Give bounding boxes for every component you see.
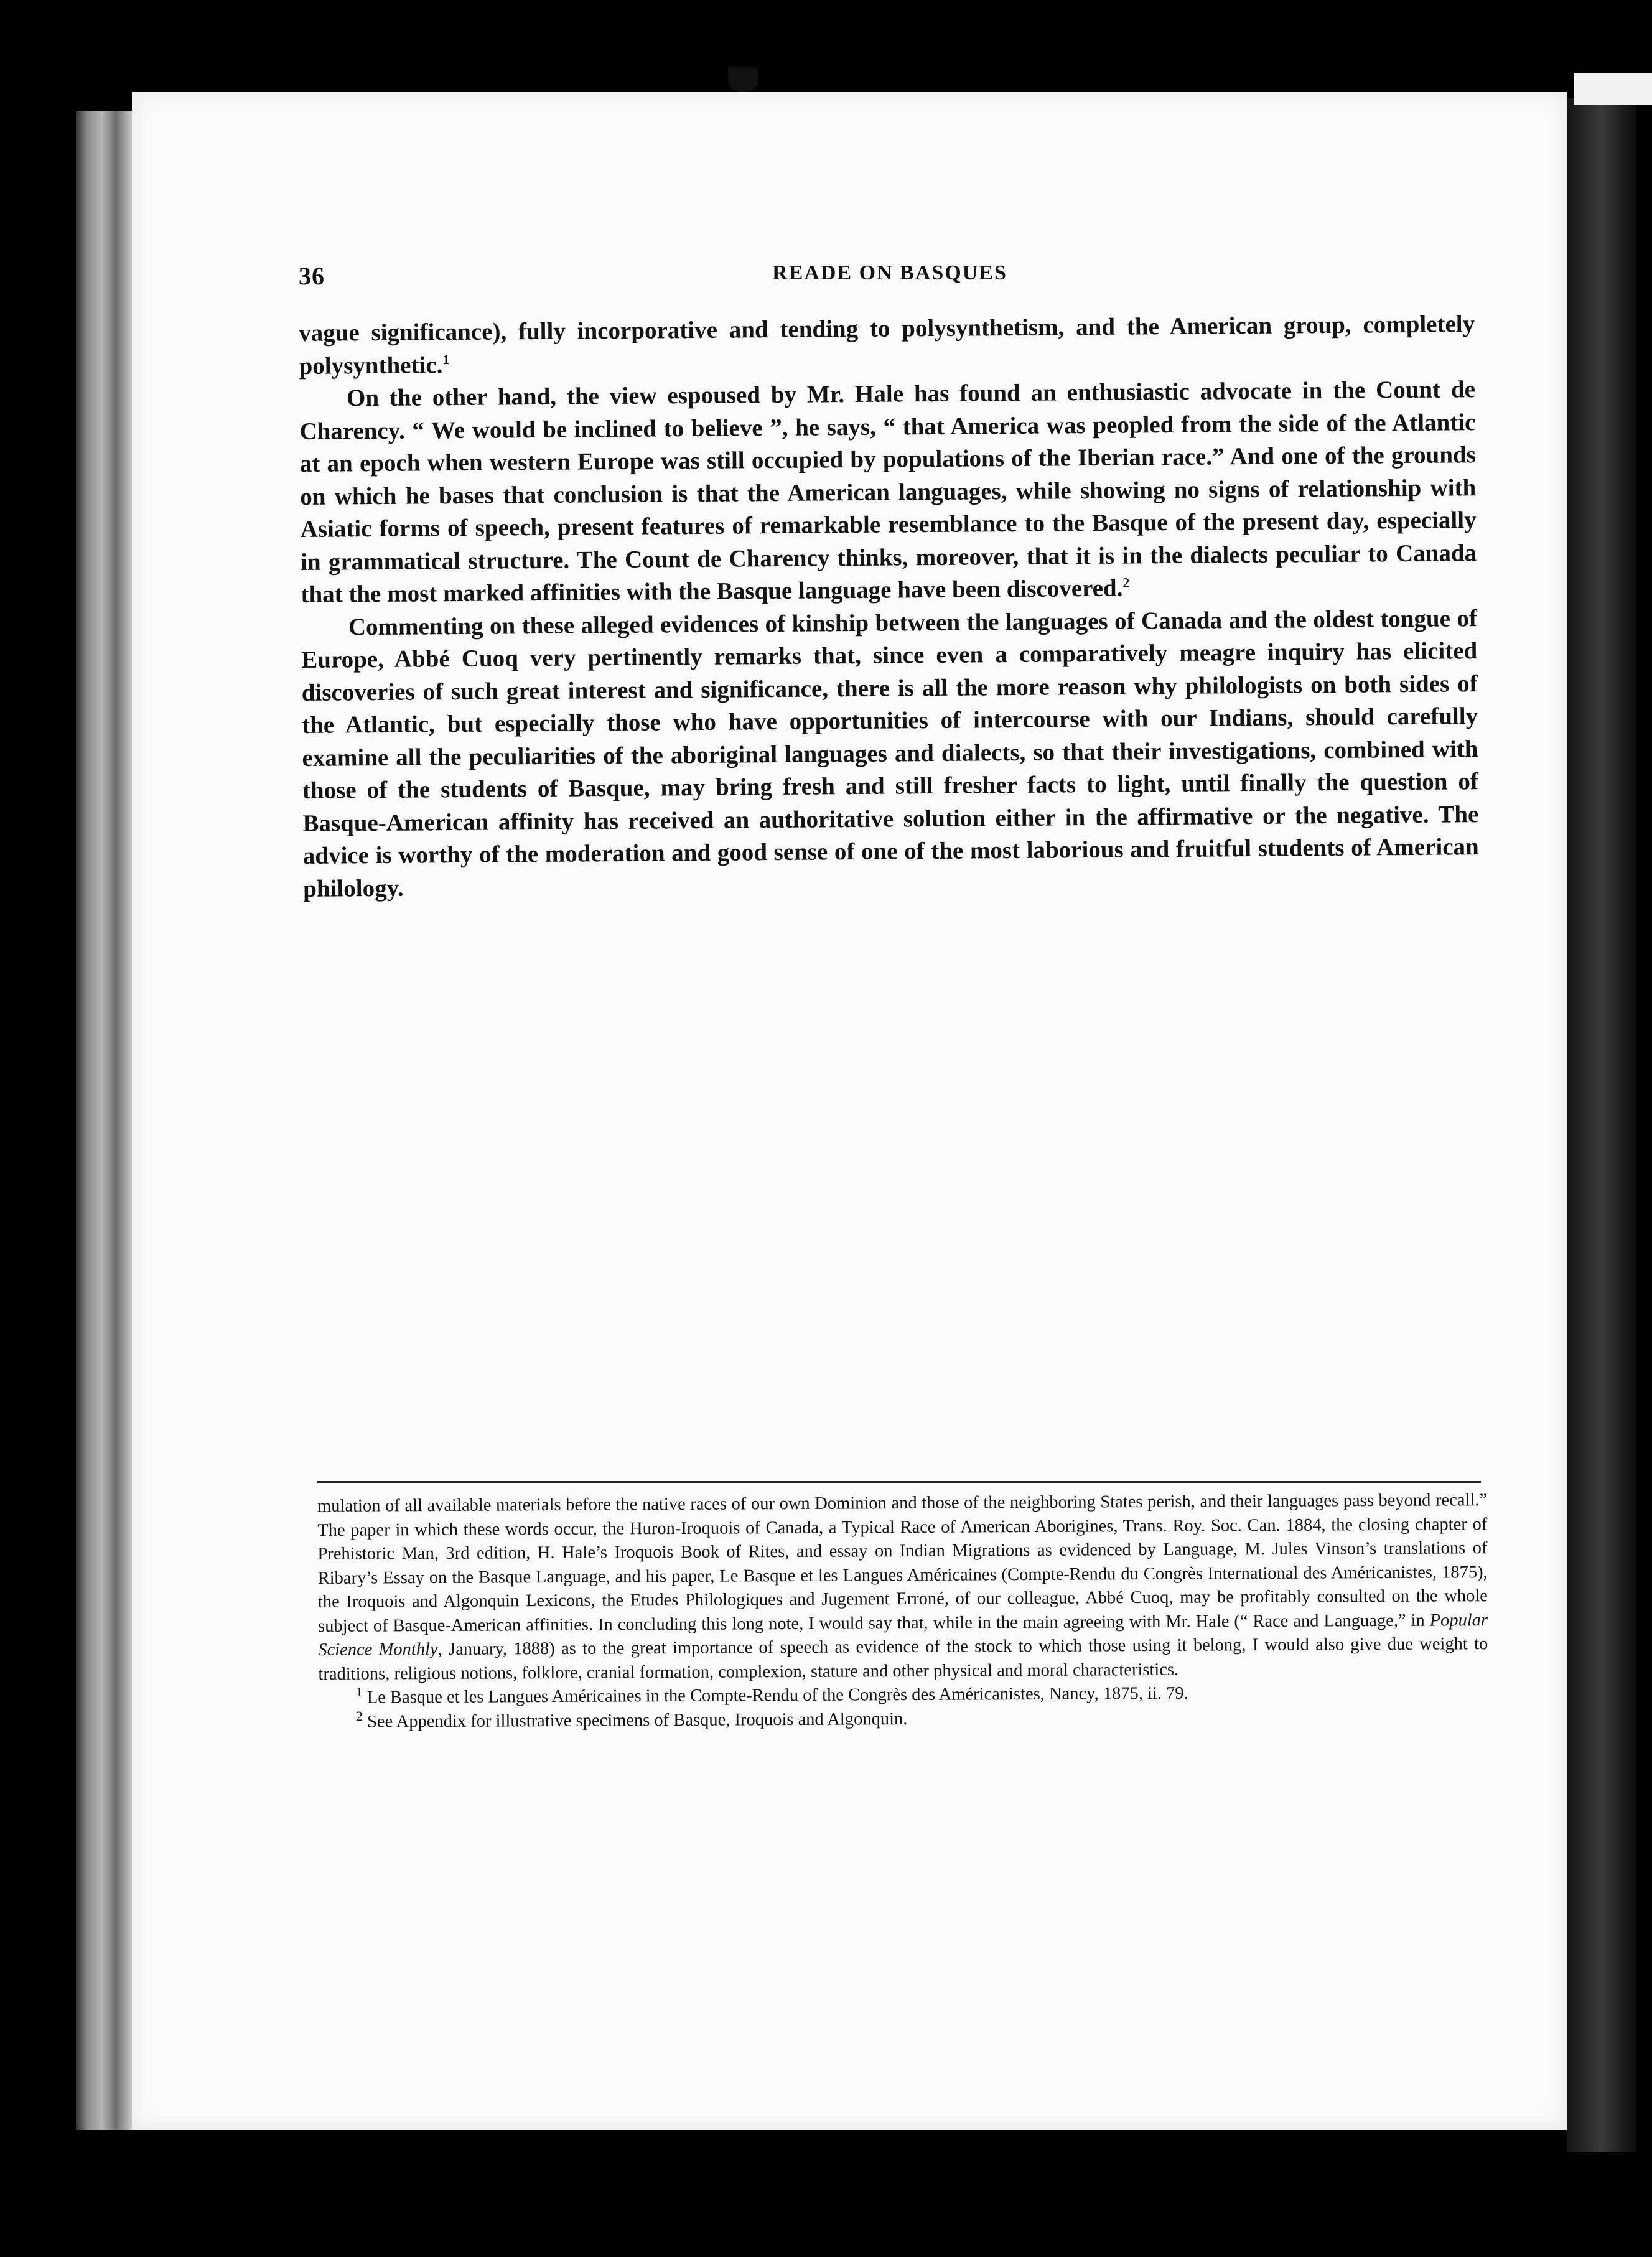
adjacent-page-corner	[1574, 73, 1652, 105]
scan-clip-mark	[728, 67, 758, 92]
footnote-1-text: Le Basque et les Langues Américaines in the Compte-Rendu of the Congrès des Américanistes, Nancy, 1875, ii. 79.	[366, 1683, 1188, 1708]
book-page-edge-right	[1567, 98, 1636, 2152]
footnote-1-mark: 1	[355, 1684, 363, 1700]
book-binding-edge-left	[76, 111, 133, 2130]
footnotes	[317, 1488, 1488, 1734]
paragraph-1-text: vague significance), fully incorporative and tending to polysynthetism, and the American group, completely polysynthetic.	[299, 311, 1475, 380]
journal-title: Popular Science Monthly	[318, 1610, 1488, 1660]
footnote-ref-2: 2	[1122, 574, 1130, 591]
footnote-2-mark: 2	[355, 1708, 363, 1724]
paragraph-3: Commenting on these alleged evidences of kinship between the languages of Canada and the oldest tongue of Europe, Abbé Cuoq very pertinently remarks that, since even a comparatively meagre inquiry has elicited discoveries of such great interest and significance, there is all the more reason why philologists on both sides of the Atlantic, but especially those who have opportunities of intercourse with our Indians, should carefully examine all the peculiarities of the aboriginal languages and dialects, so that their investigations, combined with those of the students of Basque, may bring fresh and still fresher facts to light, until finally the question of Basque-American affinity has received an authoritative solution either in the affirmative or the negative. The advice is worthy of the moderation and good sense of one of the most laborious and fruitful students of American philology.	[301, 604, 1479, 902]
main-text	[299, 308, 1479, 905]
footnote-continued	[317, 1488, 1488, 1686]
paragraph-2	[299, 373, 1477, 611]
paragraph-2-text: On the other hand, the view espoused by Mr. Hale has found an enthusiastic advocate in the Count de Charency. “ We would be inclined to believe ”, he says, “ that America was peopled from the side of the Atlantic at an epoch when western Europe was still occupied by populations of the Iberian race.” And one of the grounds on which he bases that conclusion is that the American languages, while showing no signs of relationship with Asiatic forms of speech, present features of remarkable resemblance to the Basque of the present day, especially in grammatical structure. The Count de Charency thinks, moreover, that it is in the dialects peculiar to Canada that the most marked affinities with the Basque language have been discovered.	[299, 376, 1477, 608]
running-head: READE ON BASQUES	[772, 261, 1007, 284]
footnote-continued-text-a: mulation of all available materials before the native races of our own Dominion and those of the neighboring States perish, and their languages pass beyond recall.” The paper in which these words occur, the Huron-Iroquois of Canada, a Typical Race of American Aborigines, Trans. Roy. Soc. Can. 1884, the closing chapter of Prehistoric Man, 3rd edition, H. Hale’s Iroquois Book of Rites, and essay on Indian Migrations as evidenced by Language, M. Jules Vinson’s translations of Ribary’s Essay on the Basque Language, and his paper, Le Basque et les Langues Américaines (Compte-Rendu du Congrès International des Américanistes, 1875), the Iroquois and Algonquin Lexicons, the Etudes Philologiques and Jugement Erroné, of our colleague, Abbé Cuoq, may be profitably consulted on the whole subject of Basque-American affinities. In concluding this long note, I would say that, while in the main agreeing with Mr. Hale (“ Race and Language,” in	[317, 1490, 1488, 1636]
footnote-divider	[317, 1481, 1481, 1483]
footnote-continued-text-b: , January, 1888) as to the great importance of speech as evidence of the stock to which those using it belong, I would also give due weight to traditions, religious notions, folklore, cranial formation, complexion, stature and other physical and moral characteristics.	[318, 1634, 1488, 1684]
page-header	[299, 261, 1481, 299]
page-number: 36	[299, 262, 325, 290]
paragraph-1	[299, 308, 1475, 383]
footnote-ref-1: 1	[442, 351, 450, 367]
footnote-2-text: See Appendix for illustrative specimens of Basque, Iroquois and Algonquin.	[366, 1709, 908, 1732]
